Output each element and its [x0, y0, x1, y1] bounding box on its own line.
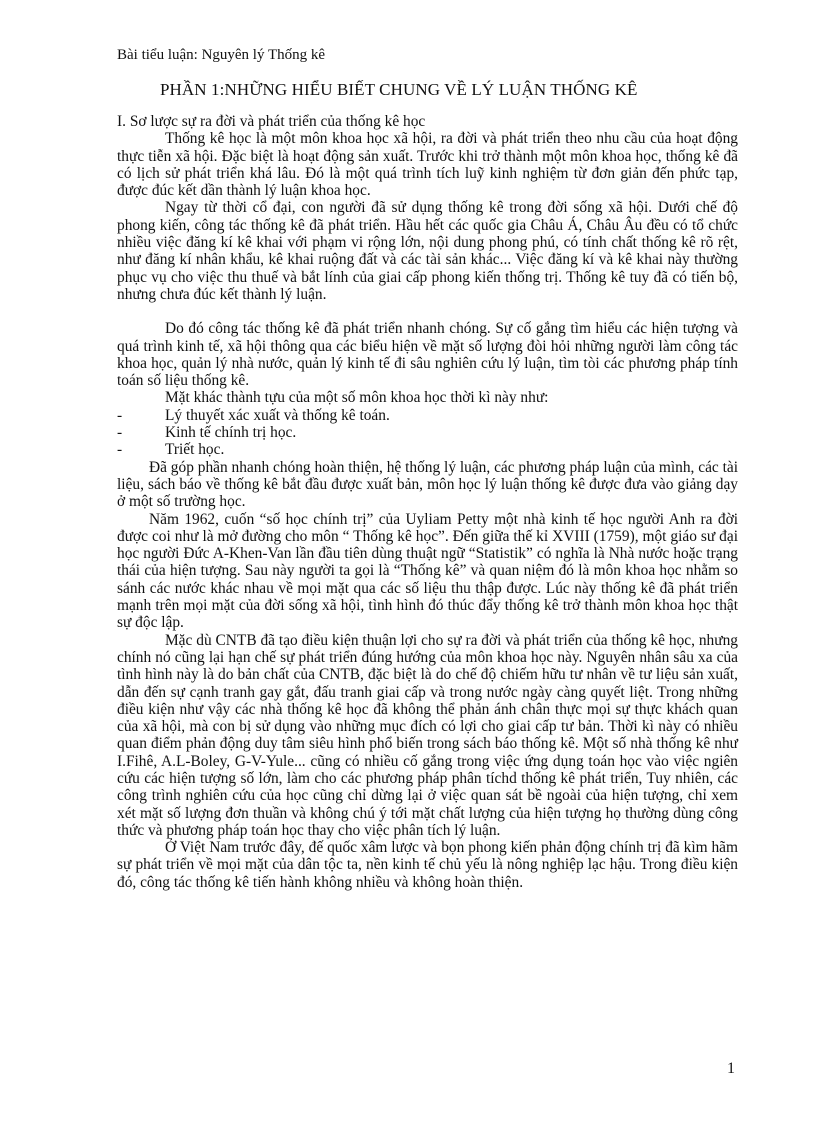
paragraph-gap	[117, 303, 738, 320]
bullet-dash: -	[117, 406, 123, 424]
list-item	[117, 441, 738, 458]
section-title: PHẦN 1:NHỮNG HIỂU BIẾT CHUNG VỀ LÝ LUẬN THỐNG KÊ	[160, 80, 638, 99]
paragraph: Ngay từ thời cổ đại, con người đã sử dụng thống kê trong đời sống xã hội. Dưới chế độ phong kiến, công tác thống kê đã phát triển. Hầu hết các quốc gia Châu Á, Châu Âu đều có tổ chức nhiều việc đăng kí kê khai với phạm vi rộng lớn, nội dung phong phú, có tính chất thống kê rõ rệt, như đăng kí nhân khẩu, kê khai ruộng đất và các tài sản khác... Việc đăng kí và kê khai này thường phục vụ cho việc thu thuế và bắt lính của giai cấp phong kiến thống trị. Thống kê tuy đã có tiến bộ, nhưng chưa đúc kết thành lý luận.	[117, 199, 738, 303]
subsection-heading: I. Sơ lược sự ra đời và phát triển của thống kê học	[117, 113, 426, 130]
paragraph: Ở Việt Nam trước đây, đế quốc xâm lược và bọn phong kiến phản động chính trị đã kìm hãm sự phát triển về mọi mặt của dân tộc ta, nền kinh tế chủ yếu là nông nghiệp lạc hậu. Trong điều kiện đó, công tác thống kê tiến hành không nhiều và không hoàn thiện.	[117, 839, 738, 891]
list-item-text: Triết học.	[165, 441, 225, 459]
document-body	[117, 113, 738, 891]
bullet-dash: -	[117, 424, 123, 442]
list-item	[117, 424, 738, 441]
paragraph: Đã góp phần nhanh chóng hoàn thiện, hệ thống lý luận, các phương pháp luận của mình, các tài liệu, sách báo về thống kê bắt đầu được xuất bản, môn học lý luận thống kê được đưa vào giảng dạy ở một số trường học.	[117, 458, 738, 511]
list-item-text: Kinh tế chính trị học.	[165, 424, 297, 442]
bullet-list	[117, 407, 738, 459]
paragraph: Thống kê học là một môn khoa học xã hội, ra đời và phát triển theo nhu cầu của hoạt động thực tiễn xã hội. Đặc biệt là hoạt động sản xuất. Trước khi trở thành một môn khoa học, thống kê đã có lịch sử phát triển khá lâu. Đó là một quá trình tích luỹ kinh nghiệm từ đơn giản đến phức tạp, được đúc kết dần thành lý luận khoa học.	[117, 130, 738, 200]
paragraph: Do đó công tác thống kê đã phát triển nhanh chóng. Sự cố gắng tìm hiểu các hiện tượng và quá trình kinh tế, xã hội thông qua các biểu hiện về mặt số lượng đòi hỏi những người làm công tác khoa học, quản lý nhà nước, quản lý kinh tế đi sâu nghiên cứu lý luận, tìm tòi các phương pháp tính toán số liệu thống kê.	[117, 320, 738, 390]
paragraph: Năm 1962, cuốn “số học chính trị” của Uyliam Petty một nhà kinh tế học người Anh ra đời được coi như là mở đường cho môn “ Thống kê học”. Đến giữa thế kỉ XVIII (1759), một giáo sư đại học người Đức A-Khen-Van lần đầu tiên dùng thuật ngữ “Statistik” có nghĩa là Nhà nước hoặc trạng thái của hiện tượng. Sau này người ta gọi là “Thống kê” và quan niệm đó là môn khoa học nhằm so sánh các nước khác nhau về mọi mặt qua các số liệu thu thập được. Lúc này thống kê đã phát triển mạnh trên mọi mặt của đời sống xã hội, tình hình đó thúc đẩy thống kê trở thành môn khoa học thật sự độc lập.	[117, 510, 738, 632]
list-item-text: Lý thuyết xác xuất và thống kê toán.	[165, 406, 390, 424]
page-header: Bài tiểu luận: Nguyên lý Thống kê	[117, 47, 326, 63]
page-number: 1	[727, 1060, 735, 1077]
list-item	[117, 407, 738, 424]
paragraph: Mặc dù CNTB đã tạo điều kiện thuận lợi cho sự ra đời và phát triển của thống kê học, nhưng chính nó cũng lại hạn chế sự phát triển đúng hướng của môn khoa học này. Nguyên nhân sâu xa của tình hình này là do bản chất của CNTB, đặc biệt là do chế độ chiếm hữu tư nhân về tư liệu sản xuất, dẫn đến sự cạnh tranh gay gắt, đấu tranh giai cấp và trong nước ngày càng quyết liệt. Trong những điều kiện như vậy các nhà thống kê học đã không thể phản ánh chân thực mọi sự thực khách quan của xã hội, mà con bị sử dụng vào những mục đích có lợi cho giai cấp tư bản. Thời kì này có nhiều quan điểm phản động duy tâm siêu hình phổ biến trong sách báo thống kê. Một số nhà thống kê như I.Fihê, A.L-Boley, G-V-Yule... cũng có nhiều cố gắng trong việc ứng dụng toán học vào việc ngiên cứu các hiện tượng số lớn, làm cho các phương pháp phân tíchd thống kê phát triển, Tuy nhiên, các công trình nghiên cứu của học cũng chỉ dừng lại ở việc quan sát bề ngoài của hiện tượng, chỉ xem xét mặt số lượng đơn thuần và không chú ý tới mặt chất lượng của hiện tượng họ thường dùng công thức và phương pháp toán học thay cho việc phân tích lý luận.	[117, 631, 738, 839]
paragraph: Mặt khác thành tựu của một số môn khoa học thời kì này như:	[165, 389, 549, 407]
bullet-dash: -	[117, 441, 123, 459]
